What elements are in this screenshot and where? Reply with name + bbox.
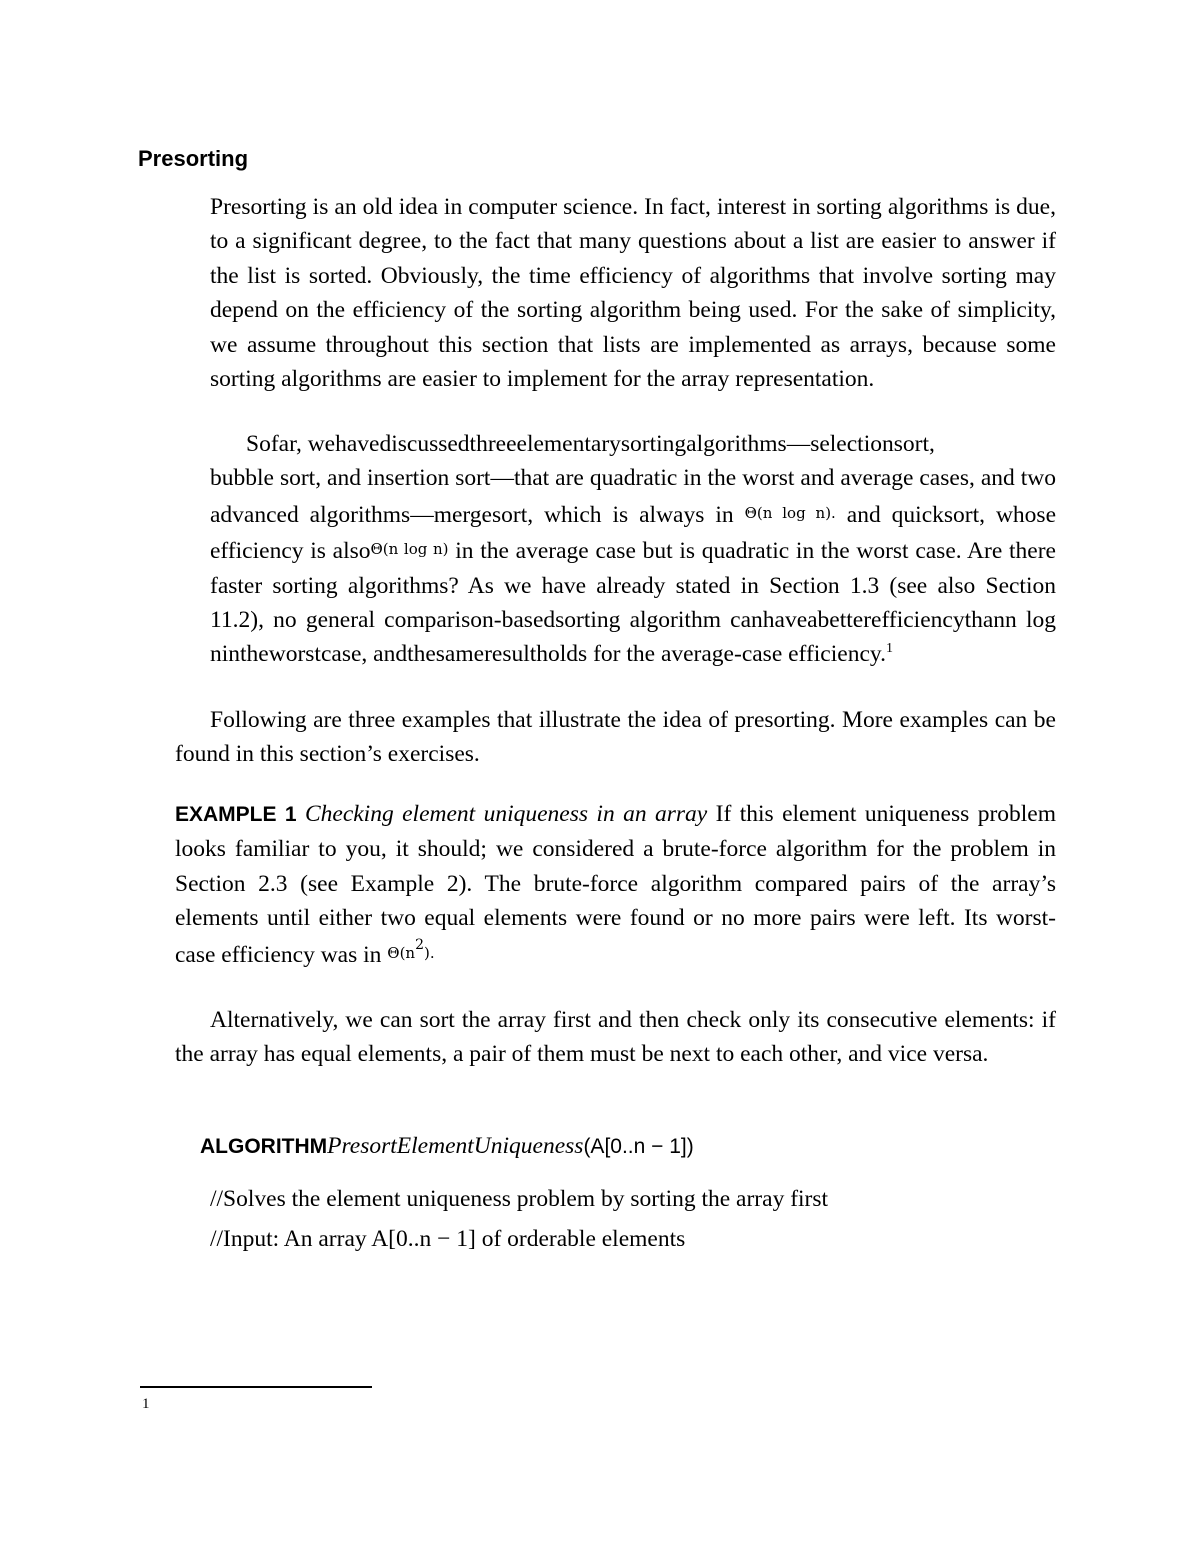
math-text: ). bbox=[424, 943, 435, 962]
paragraph-alternative bbox=[175, 1003, 1056, 1072]
paragraph-line: Sofar, wehavediscussedthreeelementarysortingalgorithms—selectionsort, bbox=[246, 431, 935, 457]
example-label: EXAMPLE 1 bbox=[175, 803, 297, 826]
math-text: Θ(n bbox=[387, 943, 416, 962]
example-title: Checking element uniqueness in an array bbox=[304, 801, 708, 827]
paragraph-text: in the average case but is quadratic in the worst case. Are there faster sorting algorithms? As we have already stated in Section 1.3 (see also Section 11.2), no general comparison-basedsorting algorithm canhaveabetterefficiencythann log ninthewors​tcase, andthesameresultholds for the average-case efficiency. bbox=[210, 538, 1056, 668]
paragraph-text: Alternatively, we can sort the array first and then check only its consecutive bbox=[210, 1007, 938, 1033]
paragraph-text: examples can be found in this section’s exercises. bbox=[175, 707, 1056, 768]
math-theta-n-log-n: Θ(n log n) bbox=[370, 540, 449, 559]
algorithm-keyword: ALGORITHM bbox=[200, 1135, 328, 1158]
paragraph-text: bubble sort, and insertion sort—that are quadratic in the worst and average cases, and two advanced algorithms—mergesort, which is always in bbox=[210, 465, 1056, 528]
paragraph-intro: Presorting is an old idea in computer science. In fact, interest in sorting algorithms is due, to a significant degree, to the fact that many questions about a list are easier to answer if the list is sorted. Obviously, the time efficiency of algorithms that involve sorting may depend on the efficiency of the sorting algorithm being used. For the sake of simplicity, we assume throughout this section that lists are implemented as arrays, because some sorting algorithms are easier to implement for the array representation. bbox=[210, 194, 1056, 393]
paragraph-example-1 bbox=[175, 797, 1056, 972]
math-superscript: 2 bbox=[415, 936, 425, 953]
paragraph-text: Following are three examples that illustrate the idea of presorting. More bbox=[210, 707, 893, 733]
paragraph-text: elements: if the array has equal elements, a pair of them must be next to each other, and vice versa. bbox=[175, 1007, 1056, 1068]
math-theta-n-squared bbox=[387, 936, 435, 962]
paragraph-sorting-overview bbox=[210, 427, 1056, 672]
footnote-reference[interactable]: 1 bbox=[885, 641, 893, 657]
algorithm-parameters: (A[0..n − 1]) bbox=[583, 1135, 694, 1158]
math-theta-n-log-n: Θ(n log n). bbox=[744, 503, 836, 522]
algorithm-comment: //Solves the element uniqueness problem by sorting the array first bbox=[210, 1186, 829, 1212]
footnote-separator bbox=[140, 1386, 372, 1388]
paragraph-examples-intro bbox=[175, 703, 1056, 772]
algorithm-name: PresortElementUniqueness bbox=[327, 1133, 584, 1159]
paragraph-text: and quicksort, whose efficiency is also bbox=[210, 501, 1057, 565]
footnote-number: 1 bbox=[142, 1396, 150, 1412]
section-heading: Presorting bbox=[138, 146, 249, 171]
algorithm-comment: //Input: An array A[0..n − 1] of orderable elements bbox=[210, 1226, 686, 1252]
paragraph-text: If this element uniqueness problem looks familiar to you, it should; we considered a brute-force algorithm for the problem in Section 2.3 (see Example 2). The brute-force algorithm compared pairs of the array’s elements until either two equal elements were found or no more pairs were left. Its worst-case efficiency was in bbox=[175, 801, 1057, 968]
algorithm-header bbox=[200, 1133, 694, 1160]
